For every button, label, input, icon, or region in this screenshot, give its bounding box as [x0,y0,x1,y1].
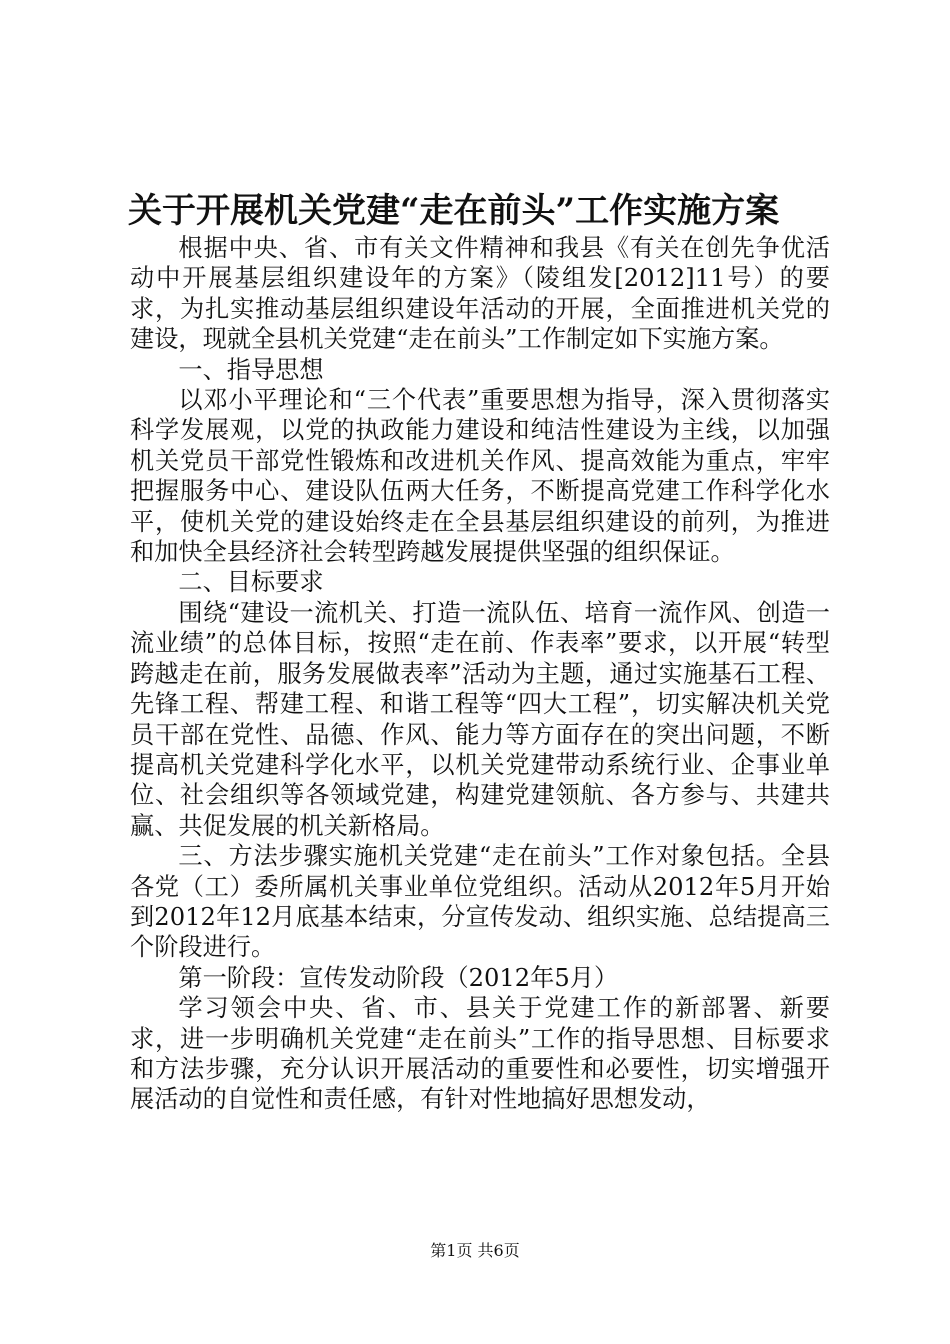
phase-one-paragraph: 学习领会中央、省、市、县关于党建工作的新部署、新要求，进一步明确机关党建“走在前头”工作的指导思想、目标要求和方法步骤，充分认识开展活动的重要性和必要性，切实增强开展活动的自觉性和责任感，有针对性地搞好思想发动， [130,994,830,1114]
document-title: 关于开展机关党建“走在前头”工作实施方案 [128,191,780,231]
objectives-paragraph: 围绕“建设一流机关、打造一流队伍、培育一流作风、创造一流业绩”的总体目标，按照“走在前、作表率”要求，以开展“转型跨越走在前，服务发展做表率”活动为主题，通过实施基石工程、先锋工程、帮建工程、和谐工程等“四大工程”，切实解决机关党员干部在党性、品德、作风、能力等方面存在的突出问题，不断提高机关党建科学化水平，以机关党建带动系统行业、企事业单位、社会组织等各领域党建，构建党建领航、各方参与、共建共赢、共促发展的机关新格局。 [130,598,830,840]
phase-one-heading: 第一阶段：宣传发动阶段（2012年5月） [178,963,619,992]
methods-paragraph: 三、方法步骤实施机关党建“走在前头”工作对象包括。全县各党（工）委所属机关事业单位党组织。活动从2012年5月开始到2012年12月底基本结束，分宣传发动、组织实施、总结提高三个阶段进行。 [130,842,830,962]
document-body [130,233,830,1115]
page-footer: 第1页 共6页 [430,1241,520,1260]
guiding-ideology-paragraph: 以邓小平理论和“三个代表”重要思想为指导，深入贯彻落实科学发展观，以党的执政能力建设和纯洁性建设为主线，以加强机关党员干部党性锻炼和改进机关作风、提高效能为重点，牢牢把握服务中心、建设队伍两大任务，不断提高党建工作科学化水平，使机关党的建设始终走在全县基层组织建设的前列，为推进和加快全县经济社会转型跨越发展提供坚强的组织保证。 [130,386,830,567]
intro-paragraph: 根据中央、省、市有关文件精神和我县《有关在创先争优活动中开展基层组织建设年的方案》（陵组发[2012]11号）的要求，为扎实推动基层组织建设年活动的开展，全面推进机关党的建设，现就全县机关党建“走在前头”工作制定如下实施方案。 [130,234,830,354]
section-heading-guiding-ideology: 一、指导思想 [178,355,324,384]
section-heading-objectives: 二、目标要求 [178,568,324,597]
